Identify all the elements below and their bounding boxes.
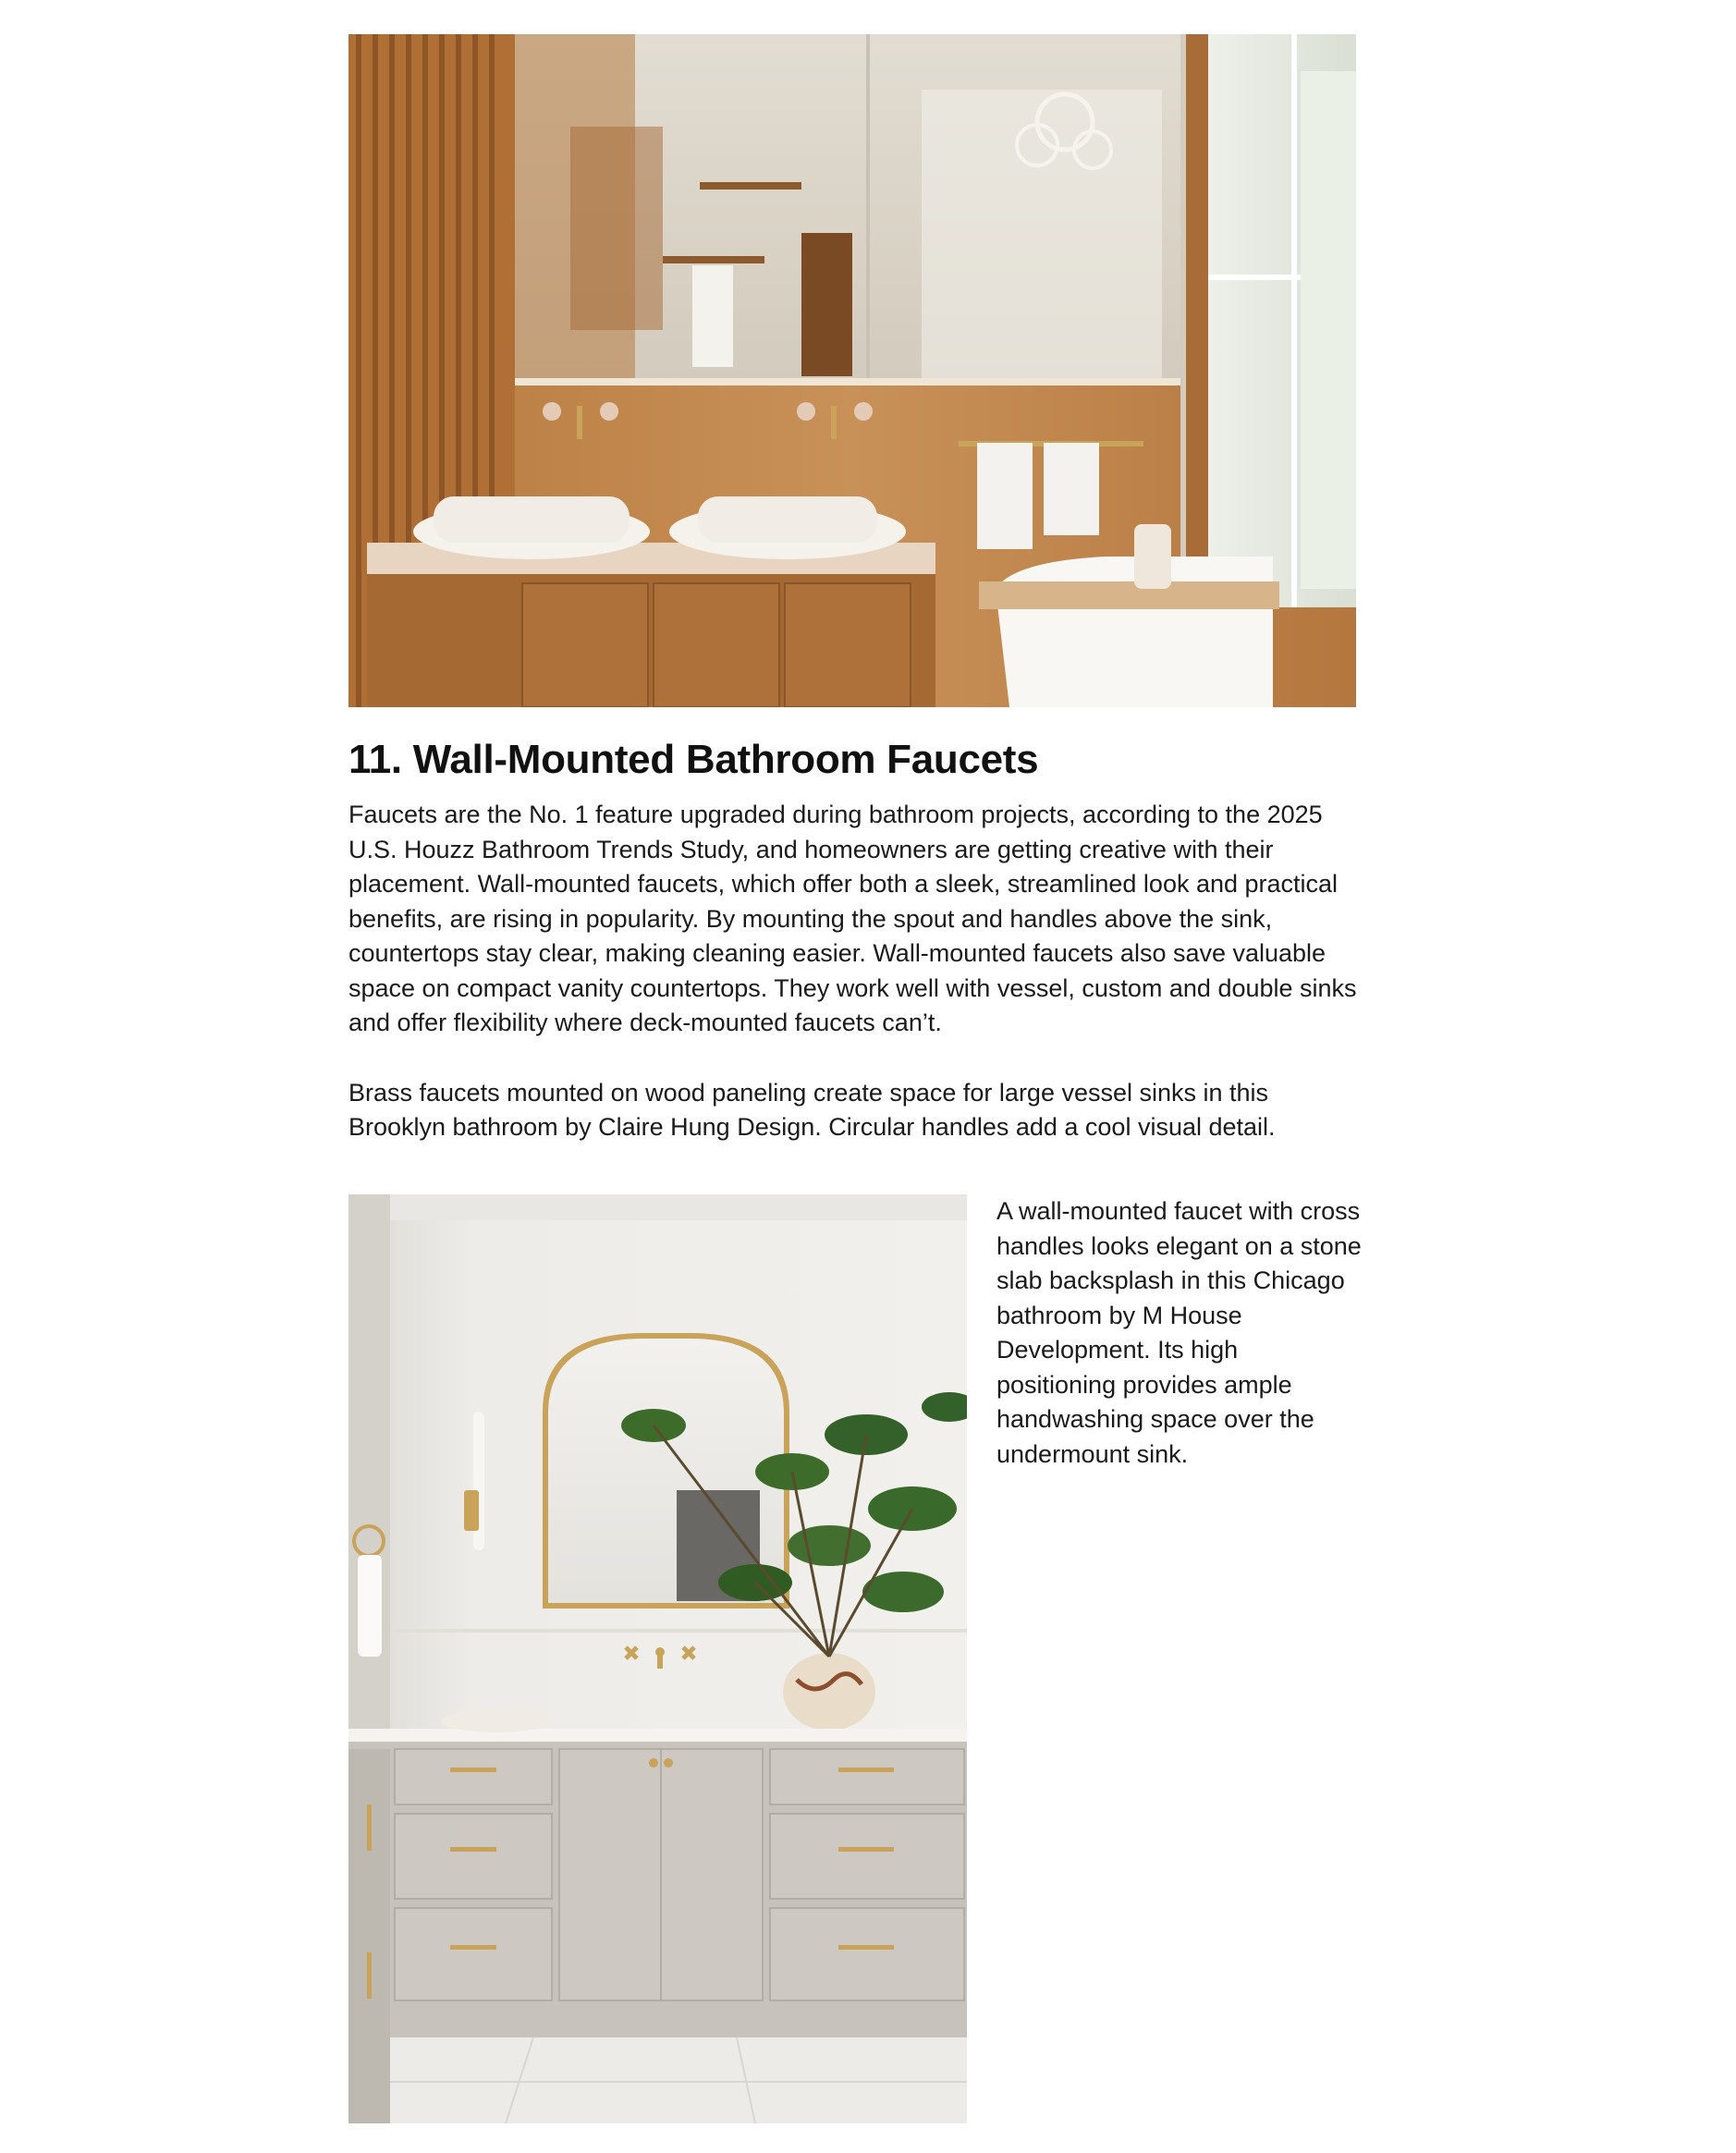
chicago-photo-illustration (348, 1194, 967, 2123)
article-body: Faucets are the No. 1 feature upgraded during bathroom projects, according to the 2025 U.S. Houzz Bathroom Trends Study, and homeowners are getting creative with their placement. Wall-mounted faucets, which offer both a sleek, streamlined look and practical benefits, are rising in popularity. By mounting the spout and handles above the sink, countertops stay clear, making cleaning easier. Wall-mounted faucets also save valuable space on compact vanity countertops. They work well with vessel, custom and double sinks and offer flexibility where deck-mounted faucets can’t. (348, 801, 1357, 1036)
chicago-bathroom-photo (348, 1194, 967, 2123)
section-title: 11. Wall-Mounted Bathroom Faucets (348, 737, 1039, 782)
second-photo-row (348, 1194, 1365, 2123)
hero-photo-illustration (348, 34, 1356, 707)
hero-bathroom-photo (348, 34, 1356, 707)
article-column (348, 34, 1365, 1145)
hero-caption: Brass faucets mounted on wood paneling create space for large vessel sinks in this Brooklyn bathroom by Claire Hung Design. Circular handles add a cool visual detail. (348, 1078, 1276, 1141)
second-caption: A wall-mounted faucet with cross handles looks elegant on a stone slab backsplash in this Chicago bathroom by M House Development. Its high positioning provides ample handwashing space over the undermount sink. (996, 1197, 1362, 1468)
